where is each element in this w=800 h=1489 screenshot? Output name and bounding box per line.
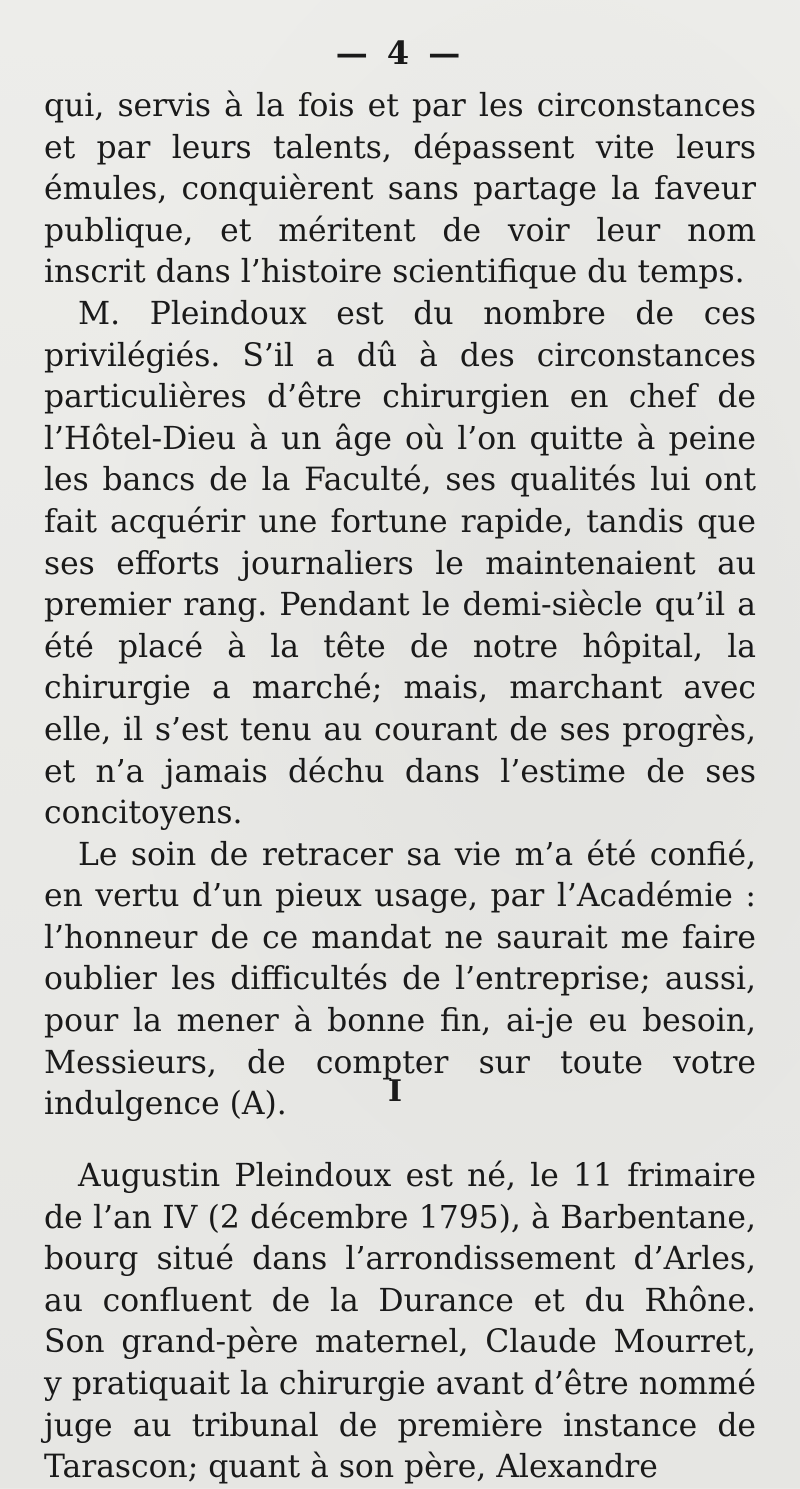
paragraph-academy-mandate: Le soin de retracer sa vie m’a été confié, en vertu d’un pieux usage, par l’Académie : l’honneur de ce mandat ne saurait me faire oublier les difficultés de l’entreprise; aussi, pour la mener à bonne fin, ai-je eu besoin, Messieurs, de compter sur toute votre indulgence (A). — [44, 836, 756, 1123]
text-block-before-section — [44, 86, 756, 1126]
paragraph-continuation: qui, servis à la fois et par les circonstances et par leurs talents, dépassent vite leurs émules, conquièrent sans partage la faveur publique, et méritent de voir leur nom inscrit dans l’histoire scientifique du temps. — [44, 88, 756, 291]
paragraph-birth: Augustin Pleindoux est né, le 11 frimaire de l’an IV (2 décembre 1795), à Barbentane, bourg situé dans l’arrondissement d’Arles, au confluent de la Durance et du Rhône. Son grand-père maternel, Claude Mourret, y pratiquait la chirurgie avant d’être nommé juge au tribunal de première instance de Tarascon; quant à son père, Alexandre — [44, 1158, 756, 1486]
text-block-after-section — [44, 1156, 756, 1489]
page-number: — 4 — — [335, 34, 465, 72]
paragraph-pleindoux-privileged: M. Pleindoux est du nombre de ces privilégiés. S’il a dû à des circonstances particulières d’être chirurgien en chef de l’Hôtel-Dieu à un âge où l’on quitte à peine les bancs de la Faculté, ses qualités lui ont fait acquérir une fortune rapide, tandis que ses efforts journaliers le maintenaient au premier rang. Pendant le demi-siècle qu’il a été placé à la tête de notre hôpital, la chirurgie a marché; mais, marchant avec elle, il s’est tenu au courant de ses progrès, et n’a jamais déchu dans l’estime de ses concitoyens. — [44, 295, 756, 832]
section-heading: I — [387, 1074, 403, 1109]
